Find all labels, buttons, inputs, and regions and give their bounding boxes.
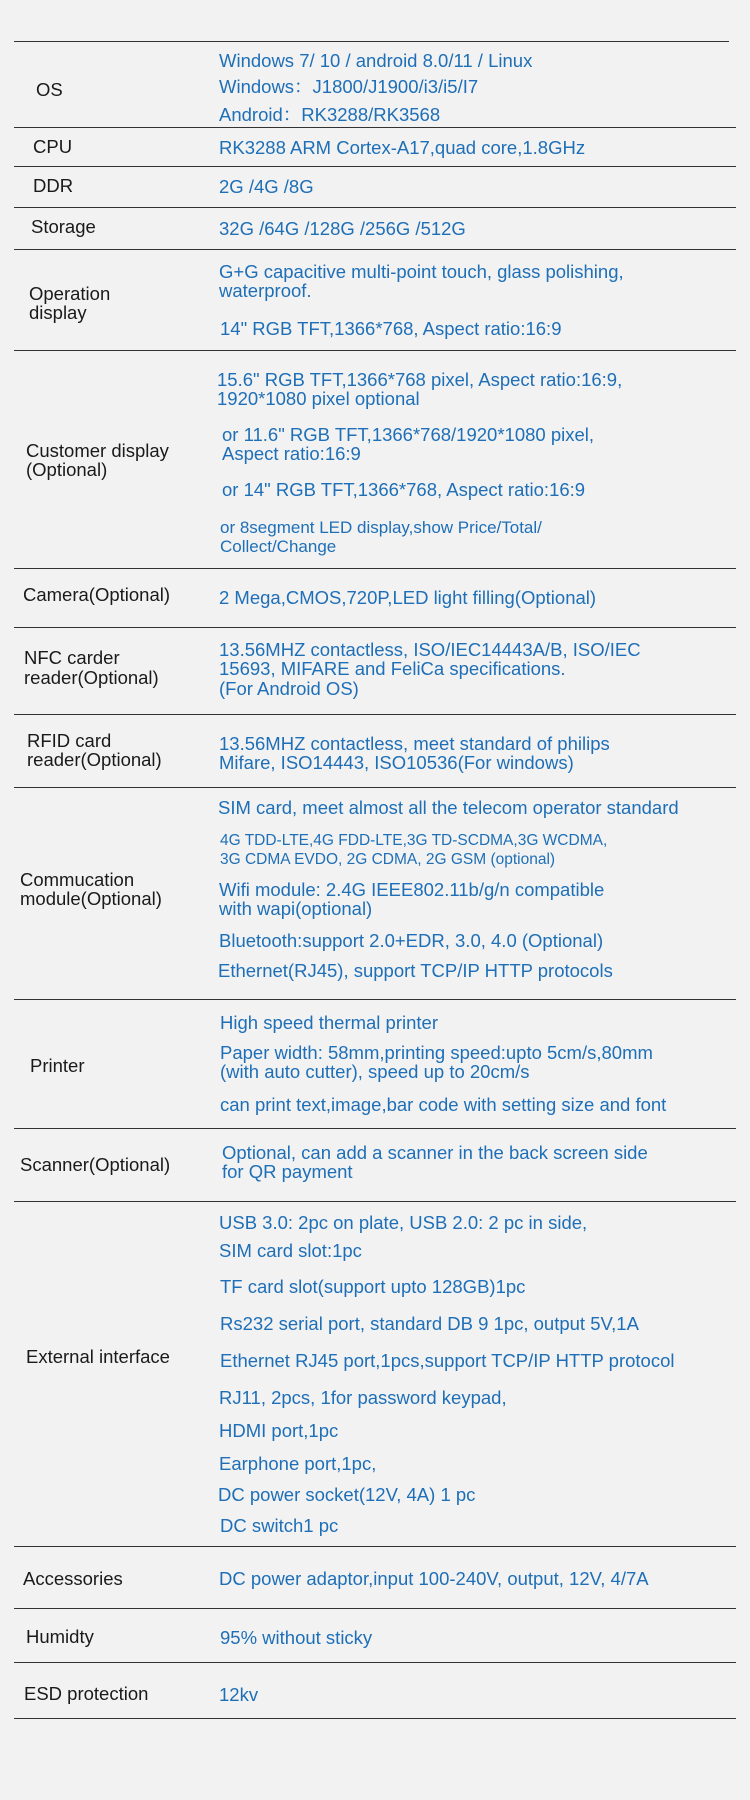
spec-value: Mifare, ISO14443, ISO10536(For windows) [219, 752, 574, 773]
spec-label: Accessories [23, 1568, 123, 1589]
spec-value: waterproof. [219, 280, 312, 301]
spec-label: reader(Optional) [27, 749, 162, 770]
spec-value: 15.6" RGB TFT,1366*768 pixel, Aspect ratio:16:9, [217, 369, 623, 390]
spec-value: (with auto cutter), speed up to 20cm/s [220, 1061, 530, 1082]
table-divider [14, 207, 736, 208]
spec-value: 95% without sticky [220, 1627, 373, 1648]
spec-value: 13.56MHZ contactless, ISO/IEC14443A/B, ISO/IEC [219, 639, 641, 660]
spec-value: DC switch1 pc [220, 1515, 339, 1536]
spec-value: 15693, MIFARE and FeliCa specifications. [219, 658, 566, 679]
table-divider [14, 1662, 736, 1663]
table-divider [14, 166, 736, 167]
spec-value: Ethernet RJ45 port,1pcs,support TCP/IP HTTP protocol [220, 1350, 675, 1371]
spec-value: 1920*1080 pixel optional [217, 388, 420, 409]
spec-value: or 14" RGB TFT,1366*768, Aspect ratio:16:9 [222, 479, 586, 500]
spec-label: Commucation [20, 869, 135, 890]
spec-label: reader(Optional) [24, 667, 159, 688]
spec-value: 14" RGB TFT,1366*768, Aspect ratio:16:9 [220, 318, 562, 339]
table-divider [14, 568, 736, 569]
spec-value: Rs232 serial port, standard DB 9 1pc, output 5V,1A [220, 1313, 639, 1334]
spec-value: USB 3.0: 2pc on plate, USB 2.0: 2 pc in side, [219, 1212, 588, 1233]
table-divider [14, 249, 736, 250]
table-divider [14, 127, 736, 128]
table-divider [14, 627, 736, 628]
spec-value: 3G CDMA EVDO, 2G CDMA, 2G GSM (optional) [220, 851, 556, 868]
table-divider [14, 41, 729, 42]
spec-label: Customer display [26, 440, 169, 461]
spec-label: module(Optional) [20, 888, 162, 909]
spec-value: or 11.6" RGB TFT,1366*768/1920*1080 pixel, [222, 424, 595, 445]
spec-value: Windows 7/ 10 / android 8.0/11 / Linux [219, 50, 533, 71]
spec-label: CPU [33, 136, 73, 157]
spec-value: G+G capacitive multi-point touch, glass polishing, [219, 261, 624, 282]
spec-label: RFID card [27, 730, 112, 751]
spec-value: Collect/Change [220, 537, 337, 556]
spec-value: Aspect ratio:16:9 [222, 443, 361, 464]
spec-value: (For Android OS) [219, 678, 359, 699]
table-divider [14, 1546, 736, 1547]
table-divider [14, 787, 736, 788]
table-divider [14, 1608, 736, 1609]
spec-label: Storage [31, 216, 96, 237]
spec-value: Android：RK3288/RK3568 [219, 104, 441, 125]
spec-value: Ethernet(RJ45), support TCP/IP HTTP protocols [218, 960, 613, 981]
spec-label: (Optional) [26, 459, 108, 480]
spec-value: HDMI port,1pc [219, 1420, 339, 1441]
spec-value: can print text,image,bar code with setting size and font [220, 1094, 667, 1115]
spec-value: DC power adaptor,input 100-240V, output, 12V, 4/7A [219, 1568, 649, 1589]
spec-value: with wapi(optional) [219, 898, 373, 919]
spec-label: Scanner(Optional) [20, 1154, 171, 1175]
table-divider [14, 1201, 736, 1202]
spec-value: Earphone port,1pc, [219, 1453, 377, 1474]
table-divider [14, 714, 736, 715]
spec-value: 32G /64G /128G /256G /512G [219, 218, 466, 239]
spec-value: SIM card slot:1pc [219, 1240, 362, 1261]
spec-value: SIM card, meet almost all the telecom operator standard [218, 797, 679, 818]
table-divider [14, 1128, 736, 1129]
spec-label: External interface [26, 1346, 170, 1367]
spec-value: Wifi module: 2.4G IEEE802.11b/g/n compatible [219, 879, 605, 900]
spec-label: Camera(Optional) [23, 584, 171, 605]
spec-value: for QR payment [222, 1161, 353, 1182]
spec-label: display [29, 302, 87, 323]
spec-label: Printer [30, 1055, 85, 1076]
spec-value: or 8segment LED display,show Price/Total/ [220, 518, 542, 537]
table-divider [14, 999, 736, 1000]
spec-label: DDR [33, 175, 74, 196]
spec-label: OS [36, 79, 63, 100]
spec-label: NFC carder [24, 647, 120, 668]
spec-value: Paper width: 58mm,printing speed:upto 5cm/s,80mm [220, 1042, 653, 1063]
table-divider [14, 1718, 736, 1719]
spec-value: 13.56MHZ contactless, meet standard of philips [219, 733, 610, 754]
spec-value: Windows：J1800/J1900/i3/i5/I7 [219, 76, 479, 97]
spec-value: High speed thermal printer [220, 1012, 438, 1033]
spec-value: Bluetooth:support 2.0+EDR, 3.0, 4.0 (Optional) [219, 930, 604, 951]
spec-value: 2G /4G /8G [219, 176, 314, 197]
spec-value: DC power socket(12V, 4A) 1 pc [218, 1484, 476, 1505]
spec-value: TF card slot(support upto 128GB)1pc [220, 1276, 526, 1297]
spec-value: 4G TDD-LTE,4G FDD-LTE,3G TD-SCDMA,3G WCDMA, [220, 832, 608, 849]
table-divider [14, 350, 736, 351]
spec-value: RK3288 ARM Cortex-A17,quad core,1.8GHz [219, 137, 586, 158]
spec-value: RJ11, 2pcs, 1for password keypad, [219, 1387, 507, 1408]
spec-label: Humidty [26, 1626, 94, 1647]
spec-value: 12kv [219, 1684, 259, 1705]
spec-label: ESD protection [24, 1683, 149, 1704]
spec-label: Operation [29, 283, 111, 304]
spec-value: 2 Mega,CMOS,720P,LED light filling(Optional) [219, 587, 597, 608]
spec-value: Optional, can add a scanner in the back screen side [222, 1142, 648, 1163]
